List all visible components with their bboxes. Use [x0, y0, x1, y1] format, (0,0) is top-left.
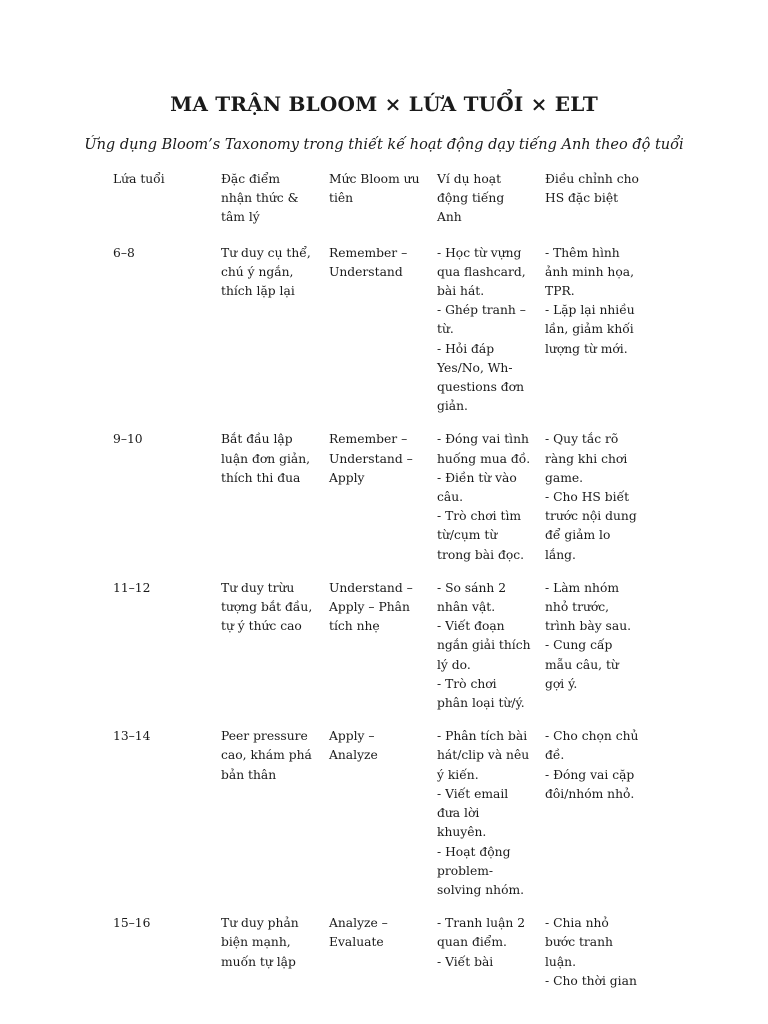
table-row — [106, 910, 646, 1001]
cell-activities — [430, 575, 538, 723]
cell-bloom: Remember – Understand — [329, 245, 408, 279]
cell-traits: Tư duy phản biện mạnh, muốn tự lập — [221, 916, 299, 969]
header-age: Lứa tuổi — [113, 172, 165, 186]
activity-item: - Tranh luận 2 quan điểm. — [437, 916, 526, 950]
header-adjustments: Điều chỉnh cho HS đặc biệt — [545, 172, 639, 206]
activity-item: - Trò chơi tìm từ/cụm từ trong bài đọc. — [437, 509, 525, 562]
cell-activities — [430, 240, 538, 427]
adjustment-item: - Thêm hình ảnh minh họa, TPR. — [545, 245, 634, 299]
cell-age: 6–8 — [113, 245, 135, 260]
activity-item: - Phân tích bài hát/clip và nêu ý kiến. — [437, 729, 530, 782]
cell-age: 15–16 — [113, 916, 151, 931]
cell-traits: Bắt đầu lập luận đơn giản, thích thi đua — [221, 432, 311, 485]
document-title: MA TRẬN BLOOM × LỨA TUỔI × ELT — [170, 92, 598, 116]
activity-item: - Học từ vựng qua flashcard, bài hát. — [437, 245, 526, 299]
activity-item: - So sánh 2 nhân vật. — [437, 580, 507, 615]
cell-adjustments — [538, 426, 646, 574]
cell-bloom: Apply – Analyze — [329, 729, 378, 763]
activity-item: - Trò chơi phân loại từ/ý. — [437, 676, 525, 711]
cell-adjustments — [538, 723, 646, 910]
adjustment-item: - Làm nhóm nhỏ trước, trình bày sau. — [545, 580, 632, 634]
cell-activities — [430, 426, 538, 574]
cell-traits: Tư duy trừu tượng bắt đầu, tự ý thức cao — [221, 580, 313, 634]
cell-traits: Tư duy cụ thể, chú ý ngắn, thích lặp lại — [221, 245, 311, 299]
adjustment-item: - Cung cấp mẫu câu, từ gợi ý. — [545, 638, 619, 691]
cell-age: 9–10 — [113, 432, 143, 447]
cell-adjustments — [538, 575, 646, 723]
adjustment-item: - Cho HS biết trước nội dung để giảm lo lắng. — [545, 490, 637, 562]
adjustment-item: - Lặp lại nhiều lần, giảm khối lượng từ mới. — [545, 303, 635, 356]
table-row — [106, 426, 646, 574]
header-traits: Đặc điểm nhận thức & tâm lý — [221, 172, 299, 225]
cell-adjustments — [538, 240, 646, 427]
activity-item: - Viết email đưa lời khuyên. — [437, 786, 509, 840]
table-row — [106, 723, 646, 910]
adjustment-item: - Chia nhỏ bước tranh luận. — [545, 916, 613, 969]
cell-traits: Peer pressure cao, khám phá bản thân — [221, 729, 312, 782]
table-row — [106, 575, 646, 723]
cell-activities — [430, 910, 538, 1001]
activity-item: - Điền từ vào câu. — [437, 470, 517, 505]
activity-item: - Viết đoạn ngắn giải thích lý do. — [437, 619, 531, 672]
table-header-row — [106, 166, 646, 240]
activity-item: - Hoạt động problem-solving nhóm. — [437, 844, 525, 897]
cell-age: 13–14 — [113, 729, 151, 744]
activity-item: - Đóng vai tình huống mua đồ. — [437, 432, 531, 466]
cell-activities — [430, 723, 538, 910]
adjustment-item: - Quy tắc rõ ràng khi chơi game. — [545, 432, 628, 485]
activity-item: - Ghép tranh – từ. — [437, 303, 526, 337]
activity-item: - Viết bài — [437, 954, 494, 969]
cell-bloom: Understand – Apply – Phân tích nhẹ — [329, 580, 413, 634]
table-row — [106, 240, 646, 427]
bloom-age-elt-table — [106, 166, 646, 1001]
cell-bloom: Analyze – Evaluate — [329, 916, 388, 950]
cell-bloom: Remember – Understand – Apply — [329, 432, 413, 485]
document-subtitle: Ứng dụng Bloom’s Taxonomy trong thiết kế hoạt động dạy tiếng Anh theo độ tuổi — [84, 137, 684, 153]
header-activities: Ví dụ hoạt động tiếng Anh — [437, 172, 505, 225]
adjustment-item: - Đóng vai cặp đôi/nhóm nhỏ. — [545, 767, 635, 801]
header-bloom-level: Mức Bloom ưu tiên — [329, 172, 420, 206]
activity-item: - Hỏi đáp Yes/No, Wh-questions đơn giản. — [437, 341, 524, 414]
adjustment-item: - Cho chọn chủ đề. — [545, 729, 639, 763]
adjustment-item: - Cho thời gian — [545, 973, 637, 988]
cell-adjustments — [538, 910, 646, 1001]
cell-age: 11–12 — [113, 580, 151, 595]
